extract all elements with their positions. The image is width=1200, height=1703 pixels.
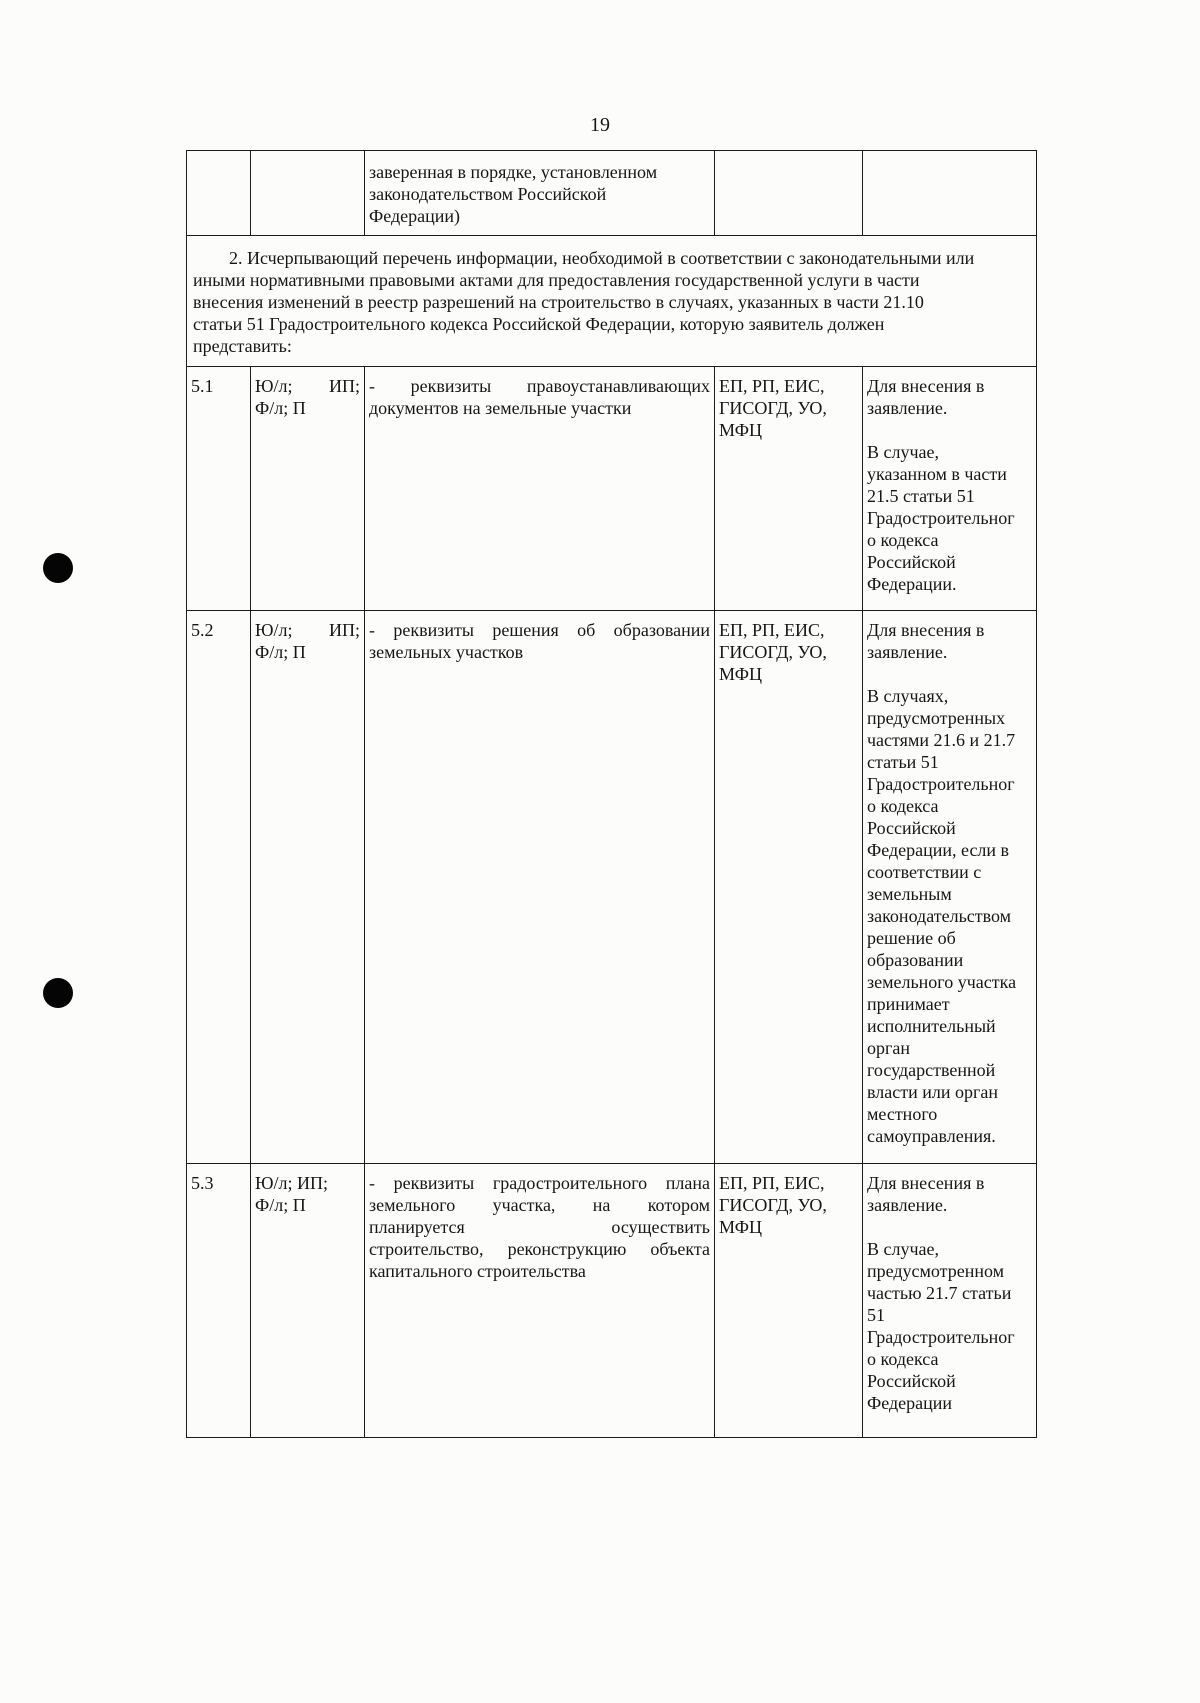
note-line: В случаях,	[867, 686, 949, 706]
note-line: заявление.	[867, 398, 948, 418]
note-paragraph	[867, 441, 1032, 595]
table-row	[187, 611, 1037, 1164]
note-line: Федерации	[867, 1393, 953, 1413]
cell-sources	[715, 611, 863, 1164]
note-paragraph	[867, 619, 1032, 663]
note-line: Российской	[867, 552, 956, 572]
applicant-line: Ф/л; П	[255, 642, 306, 662]
description-line: документов на земельные участки	[369, 398, 632, 418]
note-line: самоуправления.	[867, 1126, 996, 1146]
description-line: законодательством Российской	[369, 184, 607, 204]
cell-description	[365, 367, 715, 611]
page-number: 19	[590, 114, 610, 136]
note-line: о кодекса	[867, 796, 939, 816]
cell-notes	[863, 367, 1037, 611]
cell-number: 5.1	[187, 367, 251, 611]
note-line: Градостроительног	[867, 774, 1015, 794]
cell-sources	[715, 151, 863, 236]
note-line: образовании	[867, 950, 964, 970]
note-line: Для внесения в	[867, 376, 985, 396]
note-line: Для внесения в	[867, 620, 985, 640]
applicant-line: Ю/л; ИП;	[255, 620, 360, 640]
description-line: - реквизиты градостроительного плана	[369, 1173, 710, 1193]
note-line: земельного участка	[867, 972, 1017, 992]
cell-applicant	[251, 151, 365, 236]
note-line: соответствии с	[867, 862, 982, 882]
description-line: Федерации)	[369, 206, 461, 226]
applicant-line: Ф/л; П	[255, 398, 306, 418]
cell-notes	[863, 1164, 1037, 1438]
note-line: статьи 51	[867, 752, 939, 772]
requirements-table	[186, 150, 1037, 1438]
note-line: решение об	[867, 928, 956, 948]
note-line: частью 21.7 статьи	[867, 1283, 1012, 1303]
sources-line: МФЦ	[719, 420, 762, 440]
note-line: В случае,	[867, 1239, 940, 1259]
note-line: Российской	[867, 1371, 956, 1391]
section-heading-line: иными нормативными правовыми актами для предоставления государственной услуги в части	[193, 270, 920, 290]
sources-line: ГИСОГД, УО,	[719, 398, 827, 418]
note-line: Градостроительног	[867, 508, 1015, 528]
section-heading	[187, 236, 1037, 367]
sources-line: МФЦ	[719, 1217, 762, 1237]
section-heading-line: статьи 51 Градостроительного кодекса Российской Федерации, которую заявитель должен	[193, 314, 885, 334]
note-line: орган	[867, 1038, 911, 1058]
note-line: о кодекса	[867, 1349, 939, 1369]
note-line: Федерации.	[867, 574, 957, 594]
cell-notes	[863, 611, 1037, 1164]
punch-hole-mark	[43, 978, 73, 1008]
note-line: 21.5 статьи 51	[867, 486, 975, 506]
note-line: Градостроительног	[867, 1327, 1015, 1347]
note-line: о кодекса	[867, 530, 939, 550]
note-line: В случае,	[867, 442, 940, 462]
description-line: земельного участка, на котором	[369, 1195, 710, 1215]
continuation-row	[187, 151, 1037, 236]
applicant-line: Ю/л; ИП;	[255, 1173, 328, 1193]
description-line: заверенная в порядке, установленном	[369, 162, 658, 182]
description-line: - реквизиты решения об образовании	[369, 620, 710, 640]
note-line: Российской	[867, 818, 956, 838]
section-heading-line: представить:	[193, 336, 292, 356]
note-line: местного	[867, 1104, 938, 1124]
cell-description	[365, 1164, 715, 1438]
note-paragraph	[867, 375, 1032, 419]
description-line: земельных участков	[369, 642, 524, 662]
note-paragraph	[867, 685, 1032, 1147]
cell-number: 5.2	[187, 611, 251, 1164]
section-heading-line: 2. Исчерпывающий перечень информации, необходимой в соответствии с законодательными или	[229, 248, 975, 268]
table-row	[187, 367, 1037, 611]
cell-number	[187, 151, 251, 236]
sources-line: ГИСОГД, УО,	[719, 1195, 827, 1215]
section-heading-row	[187, 236, 1037, 367]
punch-hole-mark	[43, 553, 73, 583]
description-line: - реквизиты правоустанавливающих	[369, 376, 710, 396]
note-line: Федерации, если в	[867, 840, 1010, 860]
description-line: капитального строительства	[369, 1261, 586, 1281]
note-line: предусмотренном	[867, 1261, 1005, 1281]
note-line: власти или орган	[867, 1082, 998, 1102]
note-line: предусмотренных	[867, 708, 1006, 728]
note-line: 51	[867, 1305, 885, 1325]
note-line: Для внесения в	[867, 1173, 985, 1193]
note-line: законодательством	[867, 906, 1012, 926]
note-line: государственной	[867, 1060, 996, 1080]
note-paragraph	[867, 1172, 1032, 1216]
cell-number: 5.3	[187, 1164, 251, 1438]
sources-line: ГИСОГД, УО,	[719, 642, 827, 662]
description-line: планируется осуществить	[369, 1217, 710, 1237]
note-line: исполнительный	[867, 1016, 996, 1036]
table-row	[187, 1164, 1037, 1438]
sources-line: ЕП, РП, ЕИС,	[719, 1173, 825, 1193]
note-line: принимает	[867, 994, 950, 1014]
sources-line: ЕП, РП, ЕИС,	[719, 376, 825, 396]
note-line: частями 21.6 и 21.7	[867, 730, 1016, 750]
note-paragraph	[867, 1238, 1032, 1414]
note-line: указанном в части	[867, 464, 1007, 484]
note-line: заявление.	[867, 1195, 948, 1215]
section-heading-line: внесения изменений в реестр разрешений на строительство в случаях, указанных в части 21.10	[193, 292, 924, 312]
sources-line: МФЦ	[719, 664, 762, 684]
applicant-line: Ю/л; ИП;	[255, 376, 360, 396]
note-line: земельным	[867, 884, 952, 904]
cell-description	[365, 611, 715, 1164]
cell-notes	[863, 151, 1037, 236]
note-line: заявление.	[867, 642, 948, 662]
cell-applicant	[251, 611, 365, 1164]
cell-applicant	[251, 1164, 365, 1438]
cell-sources	[715, 367, 863, 611]
description-line: строительство, реконструкцию объекта	[369, 1239, 710, 1259]
cell-description	[365, 151, 715, 236]
sources-line: ЕП, РП, ЕИС,	[719, 620, 825, 640]
cell-sources	[715, 1164, 863, 1438]
applicant-line: Ф/л; П	[255, 1195, 306, 1215]
cell-applicant	[251, 367, 365, 611]
